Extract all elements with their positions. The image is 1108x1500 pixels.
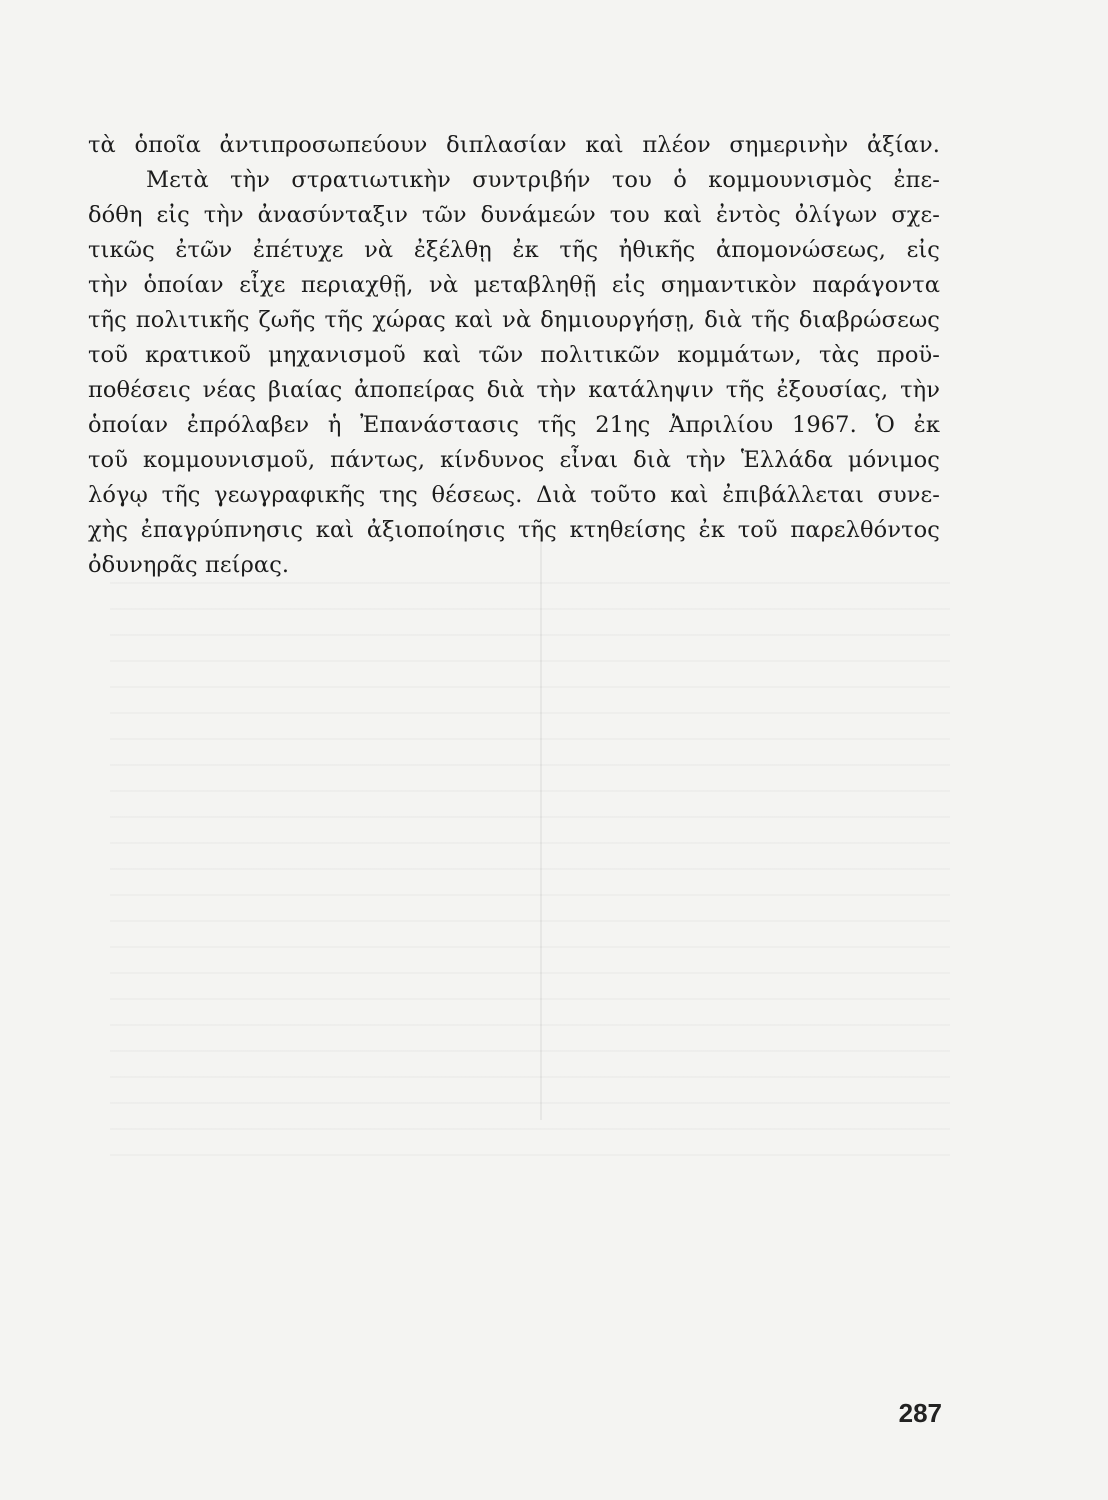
text-line: Μετὰ τὴν στρατιωτικὴν συντριβήν του ὁ κομμουνισμὸς ἐπε- [146, 167, 940, 193]
bleed-through-background [110, 560, 950, 1180]
text-line: ὀδυνηρᾶς πείρας. [88, 552, 290, 578]
text-line: δόθη εἰς τὴν ἀνασύνταξιν τῶν δυνάμεών του καὶ ἐντὸς ὀλίγων σχε- [88, 202, 940, 228]
page-number: 287 [898, 1398, 942, 1428]
text-line: τοῦ κρατικοῦ μηχανισμοῦ καὶ τῶν πολιτικῶν κομμάτων, τὰς προϋ- [88, 342, 940, 368]
text-line: τὰ ὁποῖα ἀντιπροσωπεύουν διπλασίαν καὶ πλέον σημερινὴν ἀξίαν. [88, 132, 940, 158]
text-line: ποθέσεις νέας βιαίας ἀποπείρας διὰ τὴν κατάληψιν τῆς ἐξουσίας, τὴν [88, 377, 940, 403]
text-line: τικῶς ἐτῶν ἐπέτυχε νὰ ἐξέλθῃ ἐκ τῆς ἠθικῆς ἀπομονώσεως, εἰς [88, 237, 940, 263]
text-line: λόγῳ τῆς γεωγραφικῆς της θέσεως. Διὰ τοῦτο καὶ ἐπιβάλλεται συνε- [88, 482, 940, 508]
text-line: τῆς πολιτικῆς ζωῆς τῆς χώρας καὶ νὰ δημιουργήσῃ, διὰ τῆς διαβρώσεως [88, 307, 940, 333]
text-line: χὴς ἐπαγρύπνησις καὶ ἀξιοποίησις τῆς κτηθείσης ἐκ τοῦ παρελθόντος [88, 517, 940, 543]
text-line: τοῦ κομμουνισμοῦ, πάντως, κίνδυνος εἶναι διὰ τὴν Ἑλλάδα μόνιμος [88, 447, 940, 473]
bleed-through-column-rule [540, 540, 542, 1120]
text-line: τὴν ὁποίαν εἶχε περιαχθῇ, νὰ μεταβληθῇ εἰς σημαντικὸν παράγοντα [88, 272, 940, 298]
body-text [88, 128, 940, 583]
text-line: ὁποίαν ἐπρόλαβεν ἡ Ἐπανάστασις τῆς 21ης Ἀπριλίου 1967. Ὁ ἐκ [88, 412, 940, 438]
